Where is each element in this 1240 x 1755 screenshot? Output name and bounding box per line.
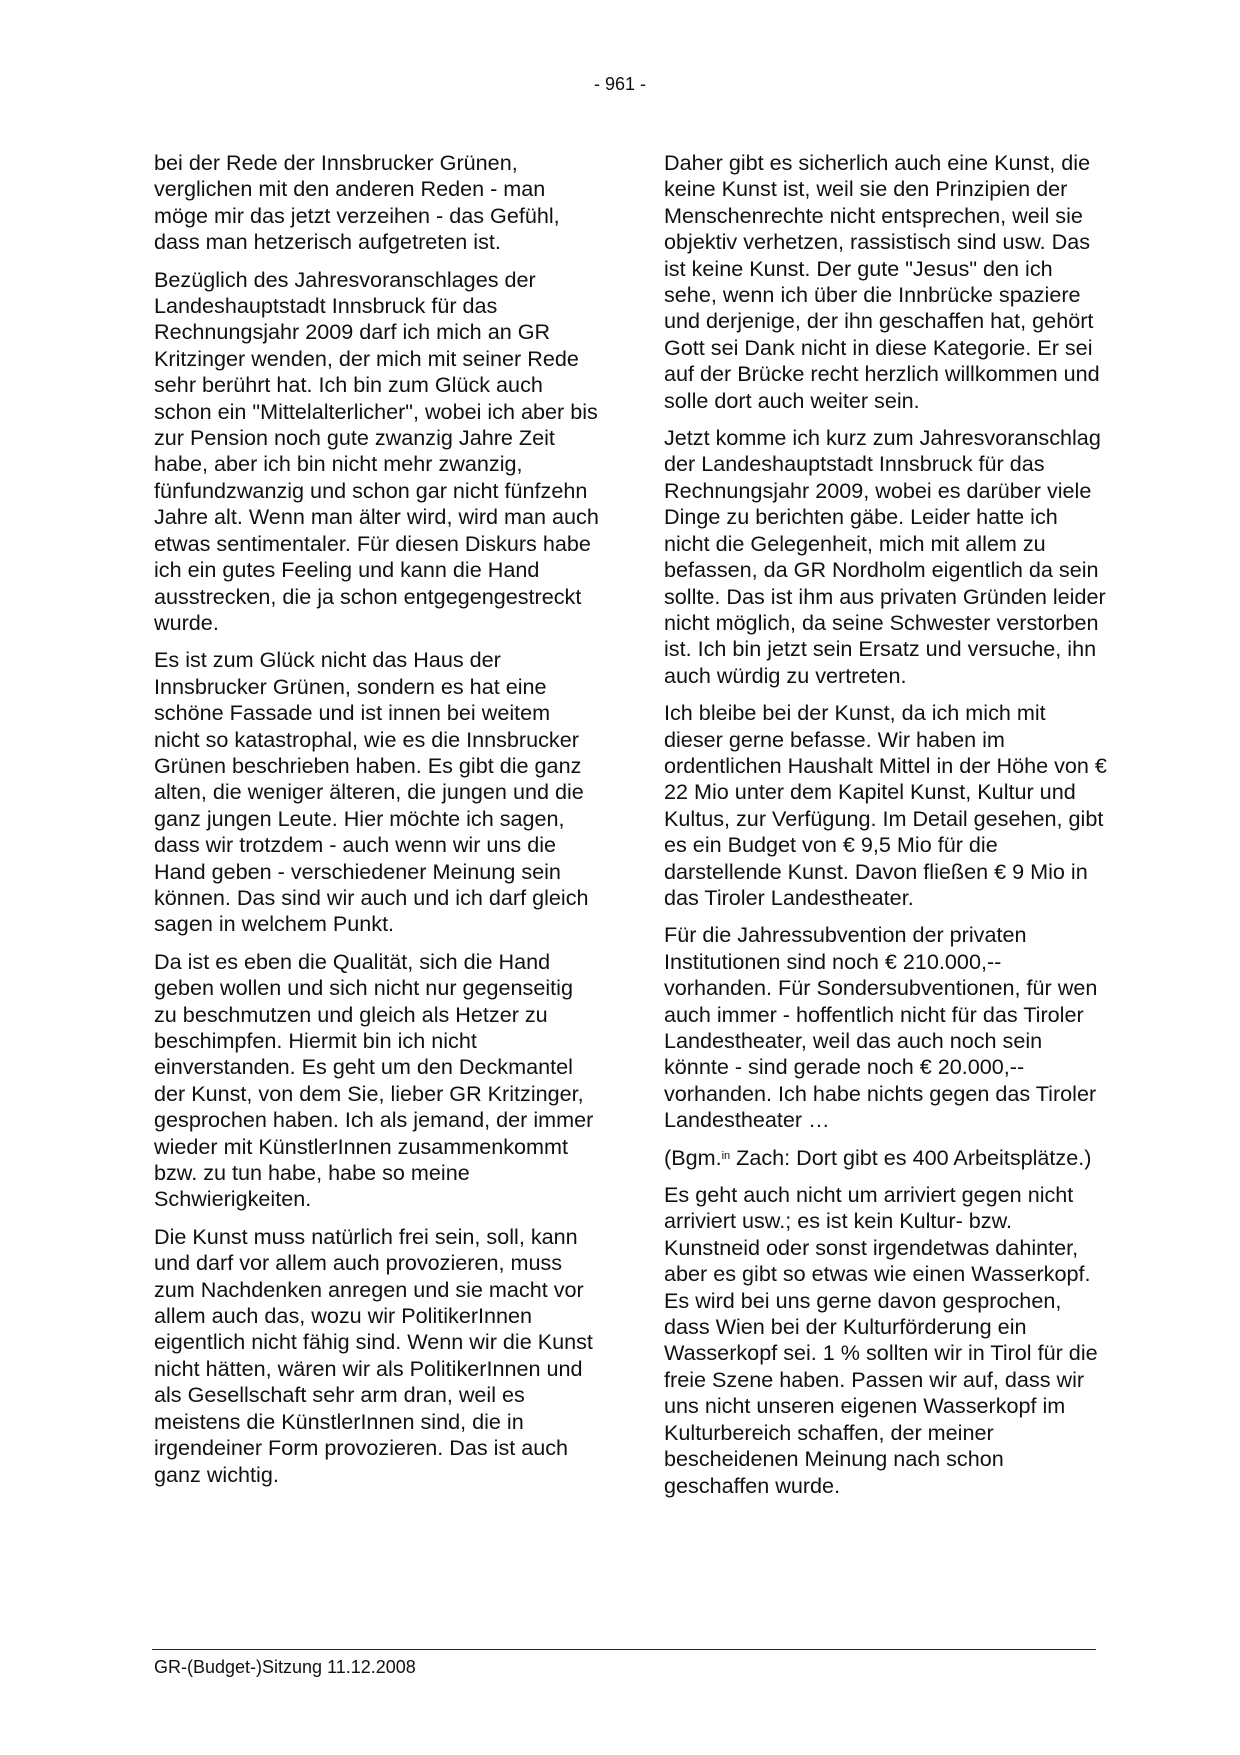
interjection-speaker: (Bgm. [664, 1144, 722, 1170]
left-column [154, 150, 599, 1499]
interjection-text: Zach: Dort gibt es 400 Arbeitsplätze.) [730, 1144, 1092, 1170]
footer-divider [152, 1649, 1096, 1650]
footer-session-label: GR-(Budget-)Sitzung 11.12.2008 [154, 1657, 416, 1677]
right-paragraph-1: Daher gibt es sicherlich auch eine Kunst, die keine Kunst ist, weil sie den Prinzipien der Menschenrechte nicht entsprechen, weil sie objektiv verhetzen, rassistisch sind usw. Das ist keine Kunst. Der gute "Jesus" den ich sehe, wenn ich über die Innbrücke spaziere und derjenige, der ihn geschaffen hat, gehört Gott sei Dank nicht in diese Kategorie. Er sei auf der Brücke recht herzlich willkommen und solle dort auch weiter sein. [664, 150, 1100, 413]
left-paragraph-3: Es ist zum Glück nicht das Haus der Innsbrucker Grünen, sondern es hat eine schöne Fassade und ist innen bei weitem nicht so katastrophal, wie es die Innsbrucker Grünen beschrieben haben. Es gibt die ganz alten, die weniger älteren, die jungen und die ganz jungen Leute. Hier möchte ich sagen, dass wir trotzdem - auch wenn wir uns die Hand geben - verschiedener Meinung sein können. Das sind wir auch und ich darf gleich sagen in welchem Punkt. [154, 647, 589, 937]
right-paragraph-5-interjection [664, 1145, 1109, 1171]
right-paragraph-4: Für die Jahressubvention der privaten Institutionen sind noch € 210.000,-- vorhanden. Für Sondersubventionen, für wen auch immer - hoffentlich nicht für das Tiroler Landestheater, weil das auch noch sein könnte - sind gerade noch € 20.000,-- vorhanden. Ich habe nichts gegen das Tiroler Landestheater … [664, 922, 1098, 1133]
right-column [664, 150, 1109, 1510]
interjection-superscript: in [721, 1149, 731, 1162]
right-paragraph-2: Jetzt komme ich kurz zum Jahresvoranschlag der Landeshauptstadt Innsbruck für das Rechnungsjahr 2009, wobei es darüber viele Dinge zu berichten gäbe. Leider hatte ich nicht die Gelegenheit, mich mit allem zu befassen, da GR Nordholm eigentlich da sein sollte. Das ist ihm aus privaten Gründen leider nicht möglich, da seine Schwester verstorben ist. Ich bin jetzt sein Ersatz und versuche, ihn auch würdig zu vertreten. [664, 425, 1106, 688]
left-paragraph-2: Bezüglich des Jahresvoranschlages der Landeshauptstadt Innsbruck für das Rechnungsjahr 2009 darf ich mich an GR Kritzinger wenden, der mich mit seiner Rede sehr berührt hat. Ich bin zum Glück auch schon ein "Mittelalterlicher", wobei ich aber bis zur Pension noch gute zwanzig Jahre Zeit habe, aber ich bin nicht mehr zwanzig, fünfundzwanzig und schon gar nicht fünfzehn Jahre alt. Wenn man älter wird, wird man auch etwas sentimentaler. Für diesen Diskurs habe ich ein gutes Feeling und kann die Hand ausstrecken, die ja schon entgegengestreckt wurde. [154, 266, 599, 635]
right-paragraph-3: Ich bleibe bei der Kunst, da ich mich mit dieser gerne befasse. Wir haben im ordentlichen Haushalt Mittel in der Höhe von € 22 Mio unter dem Kapitel Kunst, Kultur und Kultus, zur Verfügung. Im Detail gesehen, gibt es ein Budget von € 9,5 Mio für die darstellende Kunst. Davon fließen € 9 Mio in das Tiroler Landestheater. [664, 700, 1107, 910]
right-paragraph-6: Es geht auch nicht um arriviert gegen nicht arriviert usw.; es ist kein Kultur- bzw. Kunstneid oder sonst irgendetwas dahinter, aber es gibt so etwas wie einen Wasserkopf. Es wird bei uns gerne davon gesprochen, dass Wien bei der Kulturförderung ein Wasserkopf sei. 1 % sollten wir in Tirol für die freie Szene haben. Passen wir auf, dass wir uns nicht unseren eigenen Wasserkopf im Kulturbereich schaffen, der meiner bescheidenen Meinung nach schon geschaffen wurde. [664, 1182, 1098, 1498]
left-paragraph-1: bei der Rede der Innsbrucker Grünen, verglichen mit den anderen Reden - man möge mir das jetzt verzeihen - das Gefühl, dass man hetzerisch aufgetreten ist. [154, 150, 560, 255]
left-paragraph-4: Da ist es eben die Qualität, sich die Hand geben wollen und sich nicht nur gegenseitig zu beschmutzen und gleich als Hetzer zu beschimpfen. Hiermit bin ich nicht einverstanden. Es geht um den Deckmantel der Kunst, von dem Sie, lieber GR Kritzinger, gesprochen haben. Ich als jemand, der immer wieder mit KünstlerInnen zusammenkommt bzw. zu tun habe, habe so meine Schwierigkeiten. [154, 948, 594, 1212]
page-number: - 961 - [593, 74, 647, 94]
left-paragraph-5: Die Kunst muss natürlich frei sein, soll, kann und darf vor allem auch provozieren, muss zum Nachdenken anregen und sie macht vor allem auch das, wozu wir PolitikerInnen eigentlich nicht fähig sind. Wenn wir die Kunst nicht hätten, wären wir als PolitikerInnen und als Gesellschaft sehr arm dran, weil es meistens die KünstlerInnen sind, die in irgendeiner Form provozieren. Das ist auch ganz wichtig. [154, 1223, 593, 1487]
